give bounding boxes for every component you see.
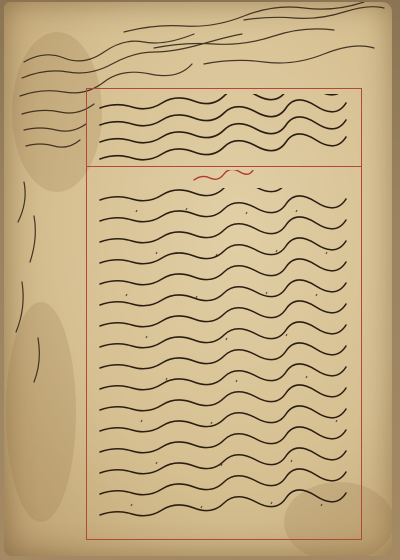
rubric-heading [184, 170, 264, 186]
section-divider [86, 166, 362, 167]
header-block-text [96, 94, 358, 166]
body-text [96, 188, 358, 534]
manuscript-page [4, 2, 392, 556]
